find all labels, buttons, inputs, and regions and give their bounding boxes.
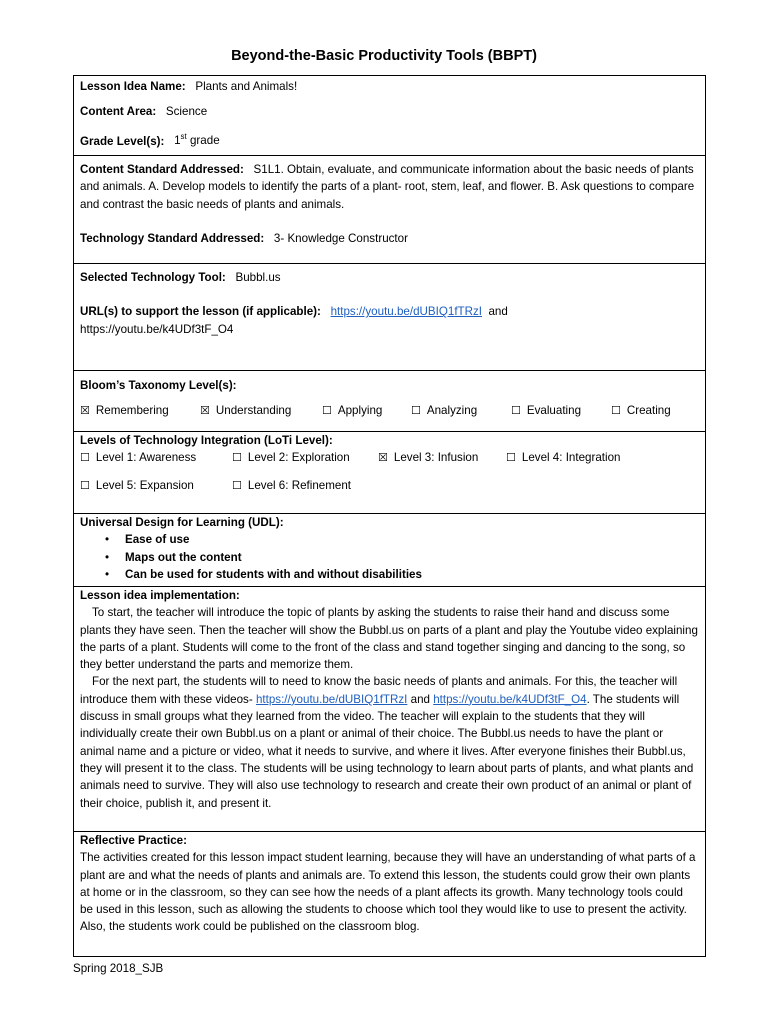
content-area-label: Content Area: [80, 105, 157, 119]
lesson-name-value: Plants and Animals! [195, 80, 298, 93]
selected-tool-row [80, 269, 699, 286]
technology-standard [80, 230, 699, 247]
implementation-paragraph-2 [80, 673, 699, 811]
grade-level-value [174, 134, 220, 147]
checkbox-empty-icon: ☐ [232, 478, 242, 492]
bloom-option-label: Remembering [95, 404, 169, 418]
grade-number: 1 [174, 134, 181, 148]
implementation-section [74, 587, 705, 832]
bloom-option-understanding[interactable] [200, 402, 322, 419]
bloom-option-applying[interactable] [322, 402, 411, 419]
page-title: Beyond-the-Basic Productivity Tools (BBPT) [231, 48, 537, 64]
bloom-option-analyzing[interactable] [411, 402, 511, 419]
loti-option-level-1[interactable] [80, 449, 232, 466]
grade-word: grade [186, 134, 220, 148]
loti-option-level-6[interactable] [232, 477, 351, 494]
reflective-text: The activities created for this lesson impact student learning, because they will have an understanding of what parts of a plant are and what the needs of plants and animals are. To extend this lesson, the students could grow their own plants at home or in the classroom, so they can see how the needs of a plant affects its growth. Many technology tools could be used in this lesson, such as allowing the students to choose which tool they would like to use to present the activity. Also, the students work could be published on the classroom blog. [80, 851, 696, 934]
lesson-plan-table [73, 75, 706, 957]
bloom-option-label: Creating [626, 404, 671, 418]
loti-option-label: Level 2: Exploration [247, 451, 350, 465]
technology-standard-label: Technology Standard Addressed: [80, 231, 265, 245]
bloom-option-label: Evaluating [526, 404, 582, 418]
checkbox-empty-icon: ☐ [322, 404, 332, 418]
checkbox-empty-icon: ☐ [611, 404, 621, 418]
udl-section [74, 514, 705, 587]
url-2-text: https://youtu.be/k4UDf3tF_O4 [80, 322, 234, 336]
implementation-and: and [410, 692, 430, 706]
selected-tool-value: Bubbl.us [235, 271, 281, 284]
bloom-option-label: Analyzing [426, 404, 478, 418]
content-standard-label: Content Standard Addressed: [80, 163, 244, 176]
technology-standard-value: 3- Knowledge Constructor [273, 231, 408, 245]
checkbox-empty-icon: ☐ [80, 451, 90, 465]
checkbox-checked-icon: ☒ [378, 451, 388, 465]
technology-tool-section [74, 264, 705, 371]
loti-option-label: Level 6: Refinement [247, 478, 351, 492]
udl-label: Universal Design for Learning (UDL): [80, 516, 284, 529]
loti-option-label: Level 1: Awareness [95, 451, 197, 465]
loti-option-label: Level 4: Integration [521, 451, 621, 465]
grade-level-label: Grade Level(s): [80, 134, 165, 148]
bloom-option-remembering[interactable] [80, 402, 200, 419]
checkbox-empty-icon: ☐ [506, 451, 516, 465]
lesson-info-section [74, 76, 705, 156]
lesson-name-row [80, 78, 699, 95]
url-label: URL(s) to support the lesson (if applicable): [80, 305, 321, 319]
reflective-label: Reflective Practice: [80, 834, 187, 847]
content-standard-value: S1L1. Obtain, evaluate, and communicate information about the basic needs of plants and animals. A. Develop models to identify the parts of a plant- root, stem, leaf, and flower. B. Ask questions to compare and contrast the basic needs of plants and animals. [80, 163, 695, 211]
udl-item: • Can be used for students with and without disabilities [105, 566, 699, 583]
loti-option-level-2[interactable] [232, 449, 378, 466]
implementation-text-b: . The students will discuss in small groups what they learned from the video. The teacher will explain to the students that they will individually create their own Bubbl.us on a plant or animal of their choice. The Bubbl.us needs to have the plant or animal name and a picture or video, what it needs to survive, and where it lives. After everyone finishes their Bubbl.us, they will present it to the class. The students will be using technology to learn about parts of plants, and what plants and animals need to survive. They will also use technology to research and create their own product of an animal or plant of their choice, publish it, and present it. [80, 692, 694, 810]
url-link-1[interactable]: https://youtu.be/dUBIQ1fTRzI [330, 305, 483, 319]
udl-item: • Ease of use [105, 531, 699, 548]
bloom-option-label: Understanding [215, 404, 292, 418]
bloom-section [74, 371, 705, 432]
bloom-option-evaluating[interactable] [511, 402, 611, 419]
selected-tool-label: Selected Technology Tool: [80, 271, 226, 284]
checkbox-empty-icon: ☐ [232, 451, 242, 465]
reflective-section [74, 832, 705, 956]
loti-option-level-5[interactable] [80, 477, 232, 494]
bloom-option-creating[interactable] [611, 402, 671, 419]
loti-option-level-3[interactable] [378, 449, 506, 466]
implementation-paragraph-1: To start, the teacher will introduce the topic of plants by asking the students to raise their hand and discuss some plants they have seen. Then the teacher will show the Bubbl.us on parts of a plant and play the Youtube video explaining the parts of a plant. Students will come to the front of the class and stand together singing and dancing to the song, so they better understand the parts and memorize them. [80, 606, 698, 672]
loti-option-level-4[interactable] [506, 449, 621, 466]
bloom-option-label: Applying [337, 404, 383, 418]
checkbox-empty-icon: ☐ [411, 404, 421, 418]
loti-section [74, 432, 705, 514]
loti-option-label: Level 3: Infusion [393, 451, 479, 465]
footer-text: Spring 2018_SJB [73, 962, 164, 975]
loti-options-row-1 [80, 449, 699, 466]
lesson-name-label: Lesson Idea Name: [80, 80, 186, 93]
implementation-text-a: For the next part, the students will to need to know the basic needs of plants and animals. For this, the teacher will introduce them with these videos- [80, 675, 678, 706]
checkbox-empty-icon: ☐ [80, 478, 90, 492]
standards-section [74, 156, 705, 264]
checkbox-checked-icon: ☒ [200, 404, 210, 418]
content-area-row [80, 103, 699, 120]
url-row [80, 303, 699, 338]
implementation-label: Lesson idea implementation: [80, 589, 240, 602]
video-link-1[interactable]: https://youtu.be/dUBIQ1fTRzI [255, 692, 408, 706]
checkbox-empty-icon: ☐ [511, 404, 521, 418]
udl-item: • Maps out the content [105, 549, 699, 566]
video-link-2[interactable]: https://youtu.be/k4UDf3tF_O4 [433, 692, 587, 706]
content-area-value: Science [165, 105, 208, 119]
grade-level-row [80, 129, 699, 150]
url-and: and [488, 305, 508, 319]
bloom-label: Bloom’s Taxonomy Level(s): [80, 379, 237, 392]
bloom-options [80, 402, 699, 419]
loti-options-row-2 [80, 477, 699, 494]
udl-list [80, 531, 699, 583]
loti-label: Levels of Technology Integration (LoTi Level): [80, 434, 333, 447]
loti-option-label: Level 5: Expansion [95, 478, 194, 492]
content-standard [80, 161, 699, 213]
checkbox-checked-icon: ☒ [80, 404, 90, 418]
grade-suffix: st [180, 132, 187, 142]
